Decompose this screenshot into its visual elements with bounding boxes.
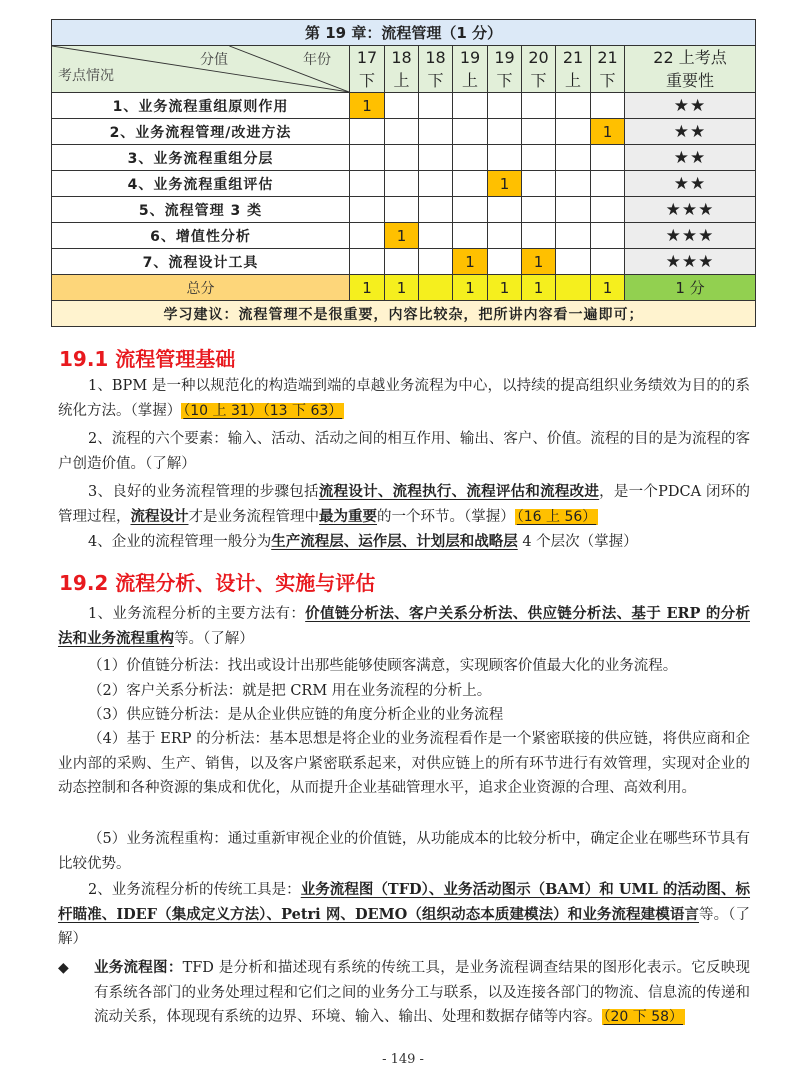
score-cell [522,93,556,119]
year-number: 19 [459,48,481,67]
score-cell [453,119,488,145]
score-cell [385,249,419,275]
score-cell [591,249,625,275]
underlined-most-important: 最为重要 [319,507,377,525]
section-heading-19-1: 19.1 流程管理基础 [59,347,236,371]
score-cell: 1 [488,171,522,197]
bullet-text: TFD 是分析和描述现有系统的传统工具，是业务流程调查结果的图形化表示。它反映现有系统各部门的业务处理过程和它们之间的业务分工与联系，以及连接各部门的物流、信息流的传递和流动关系，体现现有系统的边界、环境、输入、输出、处理和数据存储等内容。 [94,960,750,1025]
sub-item-1: （1）价值链分析法：找出或设计出那些能够使顾客满意，实现顾客价值最大化的业务流程。 [88,658,678,674]
total-label: 总分 [52,275,350,301]
table-title: 第 19 章：流程管理（1 分） [52,20,756,46]
sub-item-5: （5）业务流程重构：通过重新审视企业的价值链，从功能成本的比较分析中，确定企业在哪些环节具有比较优势。 [58,831,750,872]
year-header [385,46,419,93]
section-heading-19-2: 19.2 流程分析、设计、实施与评估 [59,571,376,595]
paragraph-bpm-text: 1、BPM 是一种以规范化的构造端到端的卓越业务流程为中心，以持续的提高组织业务绩效为目的的系统化方法。（掌握） [58,378,750,419]
score-cell [453,223,488,249]
paragraph-six-elements: 2、流程的六个要素：输入、活动、活动之间的相互作用、输出、客户、价值。流程的目的是为流程的客户创造价值。（了解） [58,431,750,472]
topic-cell: 3、业务流程重组分层 [52,145,350,171]
year-number: 18 [391,48,412,67]
exam-ref-20: （20 下 58） [603,1009,684,1025]
diamond-bullet-icon: ◆ [58,960,69,976]
underlined-design: 流程设计 [130,507,189,525]
underlined-tools: 业务流程图（TFD）、业务活动图示（BAM）和 UML 的活动图、标杆瞄准、IDEF（集成定义方法）、Petri 网、DEMO（组织动态本质建模法）和业务流程建模语言 [58,881,751,923]
study-advice: 学习建议：流程管理不是很重要，内容比较杂，把所讲内容看一遍即可； [52,301,756,327]
table-row [52,145,756,171]
year-header [522,46,556,93]
score-cell [591,197,625,223]
score-cell [419,171,453,197]
year-header [419,46,453,93]
score-cell [385,197,419,223]
score-cell [419,249,453,275]
bullet-tfd-body [58,956,750,1030]
text-fragment: 的一个环节。（掌握） [377,508,515,525]
table-row [52,119,756,145]
bullet-title: 业务流程图： [94,959,183,976]
score-cell [419,145,453,171]
paragraph-bpm [58,374,750,423]
year-header [591,46,625,93]
year-header [453,46,488,93]
importance-header-line1: 22 上考点 [653,48,727,67]
score-cell [522,197,556,223]
year-number: 21 [562,48,584,67]
header-topic-label: 考点情况 [58,68,114,84]
year-half: 下 [358,71,375,90]
total-cell: 1 [385,275,419,301]
score-cell [556,171,591,197]
table-row [52,171,756,197]
exam-ref-10-13: （10 上 31）（13 下 63） [183,402,343,419]
table-row [52,93,756,119]
score-cell [350,197,385,223]
score-cell [350,171,385,197]
total-cell [556,275,591,301]
topic-cell: 2、业务流程管理/改进方法 [52,119,350,145]
topic-cell: 6、增值性分析 [52,223,350,249]
table-title-row [52,20,756,46]
importance-stars: ★★ [625,171,756,197]
score-cell [591,145,625,171]
text-fragment: 4、企业的流程管理一般分为 [88,534,272,550]
score-cell [488,197,522,223]
header-year-label: 年份 [303,52,331,68]
score-cell [556,197,591,223]
table-header-row [52,46,756,93]
score-cell [453,93,488,119]
year-header [556,46,591,93]
score-table [51,19,756,327]
score-cell [453,171,488,197]
score-cell [556,223,591,249]
diagonal-header-cell [52,46,350,93]
score-cell [419,223,453,249]
sub-item-4: （4）基于 ERP 的分析法：基本思想是将企业的业务流程看作是一个紧密联接的供应链，将供应商和企业内部的采购、生产、销售，以及客户紧密联系起来，对供应链上的所有环节进行有效管理，实现对企业的动态控制和各种资源的集成和优化，从而提升企业基础管理水平，追求企业资源的合理、高效利用。 [58,731,750,796]
score-cell [488,249,522,275]
score-cell [522,171,556,197]
table-row [52,197,756,223]
underlined-methods: 价值链分析法、客户关系分析法、供应链分析法、基于 ERP 的分析法和业务流程重构 [58,605,750,647]
text-fragment: ，是一个PDCA 闭环的管理过程， [58,484,750,525]
score-cell [522,223,556,249]
paragraph-layers [58,530,750,555]
score-cell [556,249,591,275]
score-cell [591,93,625,119]
advice-row [52,301,756,327]
year-half: 下 [599,71,616,90]
score-cell [556,93,591,119]
page-number: - 149 - [382,1052,424,1067]
score-cell [385,93,419,119]
year-half: 上 [393,71,410,90]
score-cell [350,119,385,145]
score-cell: 1 [350,93,385,119]
importance-stars: ★★ [625,119,756,145]
score-cell [488,145,522,171]
importance-stars: ★★★ [625,249,756,275]
year-half: 下 [427,71,444,90]
score-cell [350,249,385,275]
score-cell [419,93,453,119]
total-cell: 1 [350,275,385,301]
bullet-tfd [58,956,750,1030]
year-number: 19 [494,48,515,67]
exam-ref-16: （16 上 56） [516,508,597,525]
text-fragment: 4 个层次（掌握） [517,534,638,550]
importance-stars: ★★★ [625,223,756,249]
score-cell [488,119,522,145]
underlined-steps: 流程设计、流程执行、流程评估和流程改进 [318,483,600,500]
importance-header-line2: 重要性 [666,71,715,90]
text-fragment: 2、业务流程分析的传统工具是： [88,882,301,898]
score-cell [385,171,419,197]
table-row [52,223,756,249]
score-cell: 1 [522,249,556,275]
score-cell [350,223,385,249]
year-header [350,46,385,93]
year-number: 21 [597,48,618,67]
score-cell [419,197,453,223]
text-fragment: 3、良好的业务流程管理的步骤包括 [88,484,319,500]
score-cell: 1 [591,119,625,145]
topic-cell: 7、流程设计工具 [52,249,350,275]
text-fragment: 等。（了解） [174,630,254,647]
table-row [52,249,756,275]
sub-item-2: （2）客户关系分析法：就是把 CRM 用在业务流程的分析上。 [88,683,492,699]
topic-cell: 5、流程管理 3 类 [52,197,350,223]
topic-cell: 4、业务流程重组评估 [52,171,350,197]
score-cell [522,145,556,171]
topic-cell: 1、业务流程重组原则作用 [52,93,350,119]
paragraph-analysis-methods [58,602,750,651]
year-half: 下 [530,71,547,90]
paragraph-traditional-tools [58,878,750,952]
text-fragment: 才是业务流程管理中 [188,508,319,525]
importance-stars: ★★ [625,93,756,119]
score-cell [385,145,419,171]
score-cell [453,145,488,171]
score-cell [591,171,625,197]
importance-header [625,46,756,93]
score-cell [591,223,625,249]
total-cell: 1 [453,275,488,301]
score-cell [556,119,591,145]
year-half: 下 [496,71,513,90]
score-cell [488,93,522,119]
score-cell [488,223,522,249]
chapter-summary-table [51,19,755,327]
text-fragment: 1、业务流程分析的主要方法有： [88,606,306,622]
score-cell: 1 [385,223,419,249]
total-cell: 1 [522,275,556,301]
score-cell [419,119,453,145]
score-cell: 1 [453,249,488,275]
total-sum: 1 分 [625,275,756,301]
total-cell: 1 [488,275,522,301]
year-number: 20 [528,48,549,67]
score-cell [556,145,591,171]
year-header [488,46,522,93]
header-score-label: 分值 [200,52,228,68]
underlined-layers: 生产流程层、运作层、计划层和战略层 [271,533,518,550]
total-cell: 1 [591,275,625,301]
year-half: 上 [461,71,478,90]
text-fragment: 等。（了解） [58,906,751,947]
total-row [52,275,756,301]
year-half: 上 [564,71,581,90]
year-number: 18 [425,48,446,67]
sub-item-3: （3）供应链分析法：是从企业供应链的角度分析企业的业务流程 [88,707,504,723]
total-cell [419,275,453,301]
score-cell [522,119,556,145]
year-number: 17 [356,48,378,67]
importance-stars: ★★★ [625,197,756,223]
score-cell [453,197,488,223]
importance-stars: ★★ [625,145,756,171]
score-cell [350,145,385,171]
score-cell [385,119,419,145]
paragraph-bpm-steps [58,480,750,529]
